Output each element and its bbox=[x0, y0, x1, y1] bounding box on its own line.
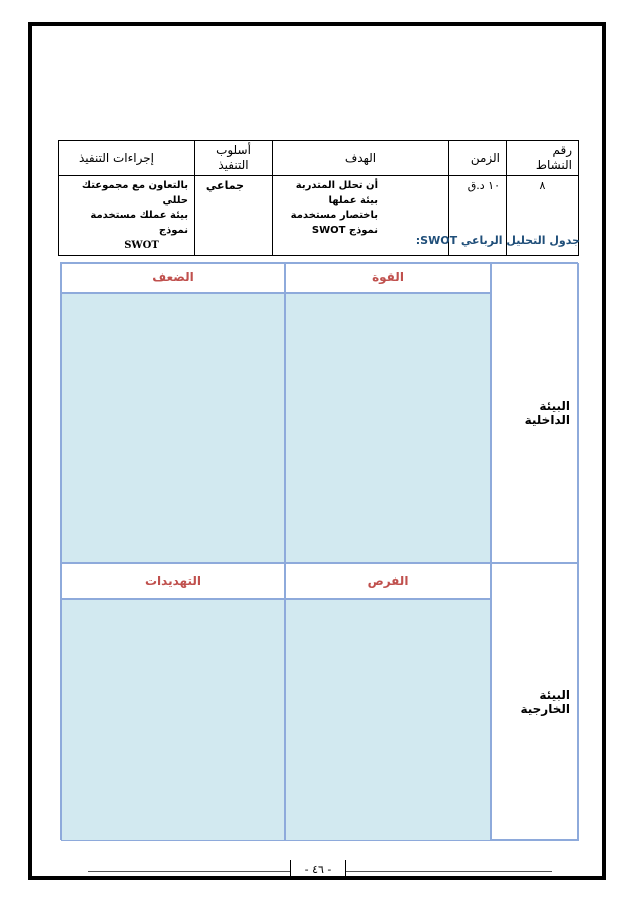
page-number: - ٤٦ - bbox=[290, 860, 346, 880]
internal-environment-text: البيئة الداخلية bbox=[524, 399, 570, 427]
footer-line-left bbox=[88, 871, 290, 872]
internal-environment-label bbox=[491, 263, 579, 563]
opportunities-cell[interactable] bbox=[285, 599, 491, 841]
swot-title: جدول التحليل الرباعي SWOT: bbox=[415, 234, 580, 247]
header-time: الزمن bbox=[449, 141, 507, 176]
header-procedures: إجراءات التنفيذ bbox=[59, 141, 195, 176]
activity-header-row bbox=[59, 141, 579, 176]
goal-line-1: أن تحلل المتدربة بيئة عملها bbox=[295, 180, 378, 206]
activity-number: ٨ bbox=[507, 176, 579, 256]
activity-procedures bbox=[59, 176, 195, 256]
header-number: رقم النشاط bbox=[507, 141, 579, 176]
weaknesses-header: الضعف bbox=[61, 263, 285, 293]
procedures-line-1: بالتعاون مع مجموعتك حللي bbox=[81, 180, 188, 206]
activity-time: ١٠ د.ق bbox=[449, 176, 507, 256]
threats-cell[interactable] bbox=[61, 599, 285, 841]
external-environment-text: البيئة الخارجية bbox=[520, 688, 570, 716]
weaknesses-cell[interactable] bbox=[61, 293, 285, 563]
header-method: أسلوب التنفيذ bbox=[195, 141, 273, 176]
procedures-line-3: SWOT bbox=[124, 240, 159, 251]
strengths-cell[interactable] bbox=[285, 293, 491, 563]
procedures-line-2: بيئة عملك مستخدمة نموذج bbox=[90, 210, 188, 236]
opportunities-header: الفرص bbox=[285, 563, 491, 599]
threats-header: التهديدات bbox=[61, 563, 285, 599]
external-environment-label bbox=[491, 563, 579, 841]
swot-grid bbox=[60, 262, 578, 840]
footer-line-right bbox=[346, 871, 552, 872]
goal-line-2: باختصار مستخدمة نموذج SWOT bbox=[290, 210, 378, 236]
header-goal: الهدف bbox=[273, 141, 449, 176]
strengths-header: القوة bbox=[285, 263, 491, 293]
activity-method: جماعي bbox=[195, 176, 273, 256]
